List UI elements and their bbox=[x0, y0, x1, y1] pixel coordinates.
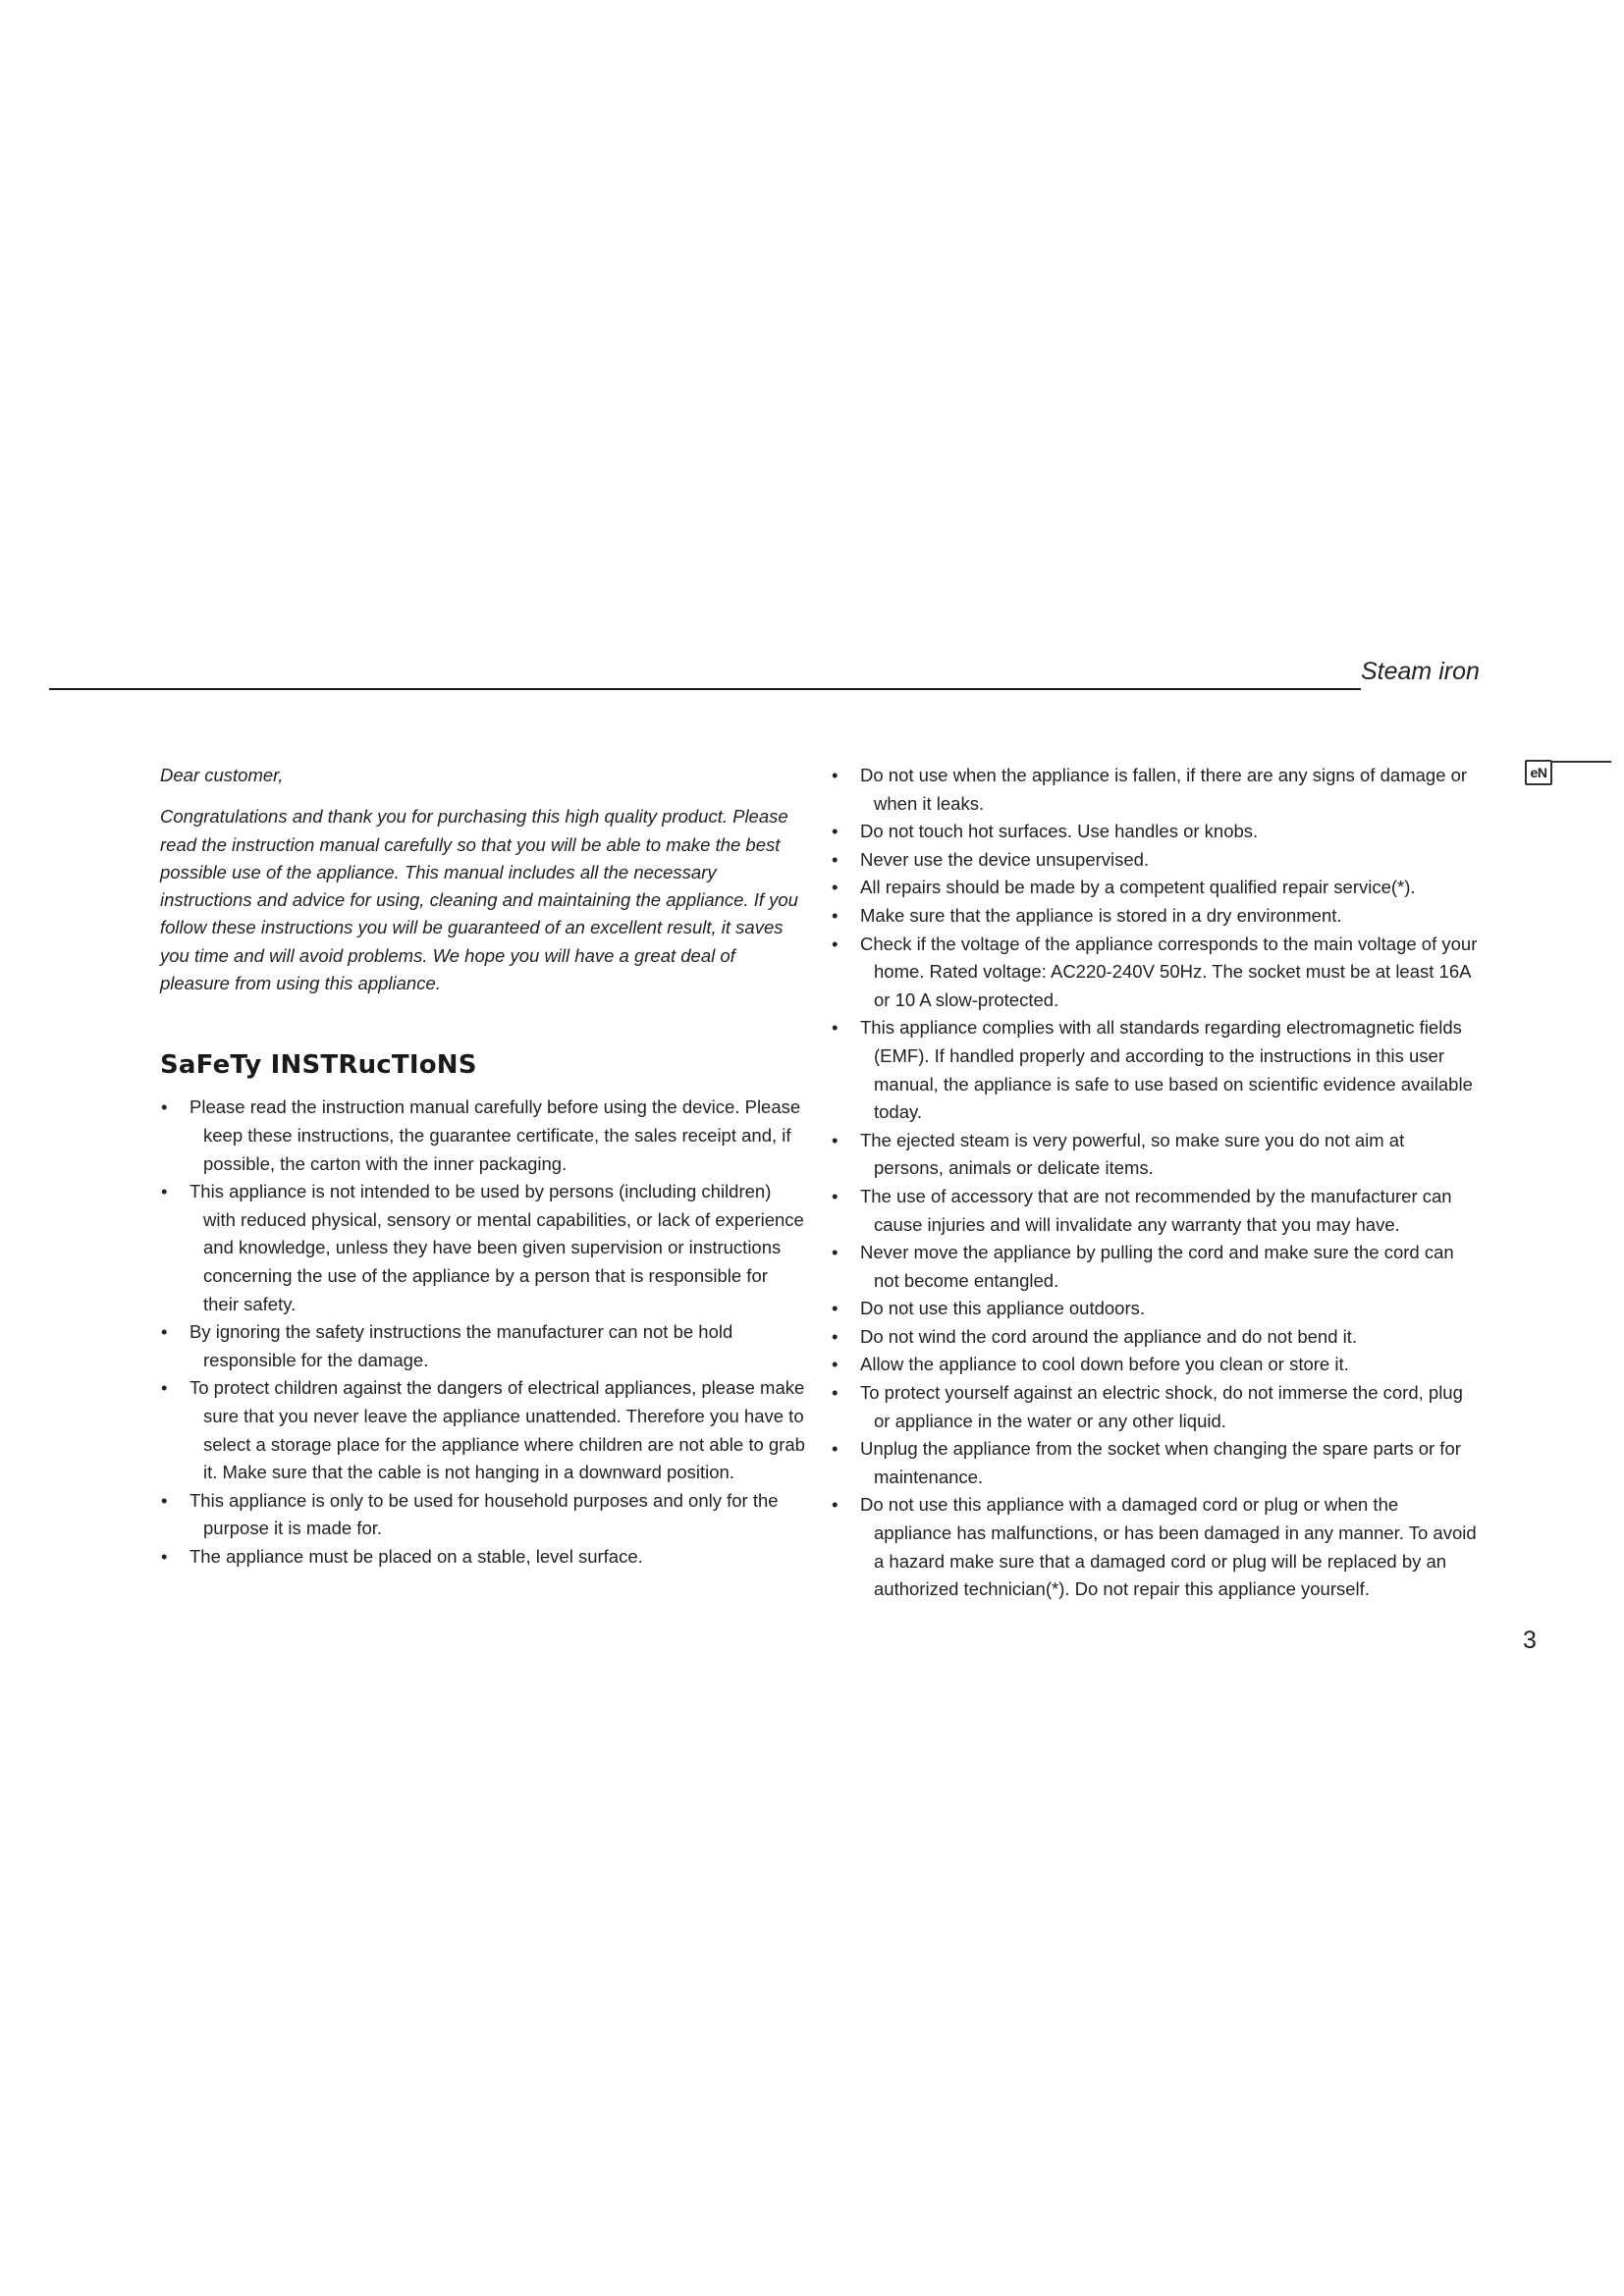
safety-list-left bbox=[160, 1094, 808, 1571]
list-item bbox=[831, 1379, 1479, 1435]
list-item-text: Do not wind the cord around the appliance and do not bend it. bbox=[860, 1325, 1358, 1347]
list-item bbox=[831, 874, 1479, 902]
list-item bbox=[831, 1183, 1479, 1239]
list-item-text: The appliance must be placed on a stable, level surface. bbox=[189, 1545, 643, 1567]
list-item-text: To protect children against the dangers of electrical appliances, please make sure that you never leave the appliance unattended. Therefore you have to select a storage place for the appliance where children are not able to grab it. Make sure that the cable is not hanging in a downward position. bbox=[189, 1377, 805, 1483]
list-item bbox=[831, 902, 1479, 931]
bullet-icon: • bbox=[161, 1181, 168, 1202]
bullet-icon: • bbox=[832, 1382, 839, 1404]
list-item bbox=[831, 1323, 1479, 1352]
list-item bbox=[160, 1318, 808, 1374]
bullet-icon: • bbox=[832, 848, 839, 870]
list-item bbox=[831, 931, 1479, 1015]
list-item bbox=[831, 1295, 1479, 1323]
list-item-text: This appliance complies with all standards regarding electromagnetic fields (EMF). If handled properly and according to the instructions in this user manual, the appliance is safe to use based on scientific evidence available today. bbox=[860, 1017, 1473, 1123]
list-item-text: All repairs should be made by a competent qualified repair service(*). bbox=[860, 877, 1416, 898]
list-item bbox=[831, 1127, 1479, 1183]
bullet-icon: • bbox=[832, 1298, 839, 1319]
list-item bbox=[160, 1543, 808, 1572]
list-item-text: Never use the device unsupervised. bbox=[860, 848, 1150, 870]
bullet-icon: • bbox=[161, 1545, 168, 1567]
list-item-text: This appliance is not intended to be used by persons (including children) with reduced physical, sensory or mental capabilities, or lack of experience and knowledge, unless they have been given supervision or instructions concerning the use of the appliance by a person that is responsible for their safety. bbox=[189, 1181, 804, 1314]
bullet-icon: • bbox=[161, 1377, 168, 1399]
list-item-text: This appliance is only to be used for household purposes and only for the purpose it is made for. bbox=[189, 1489, 779, 1539]
language-tab-label: eN bbox=[1525, 760, 1552, 785]
greeting: Dear customer, bbox=[160, 765, 284, 785]
bullet-icon: • bbox=[832, 1325, 839, 1347]
list-item-text: Allow the appliance to cool down before you clean or store it. bbox=[860, 1354, 1349, 1375]
bullet-icon: • bbox=[832, 821, 839, 842]
bullet-icon: • bbox=[832, 933, 839, 954]
language-tab-line bbox=[1552, 761, 1611, 763]
list-item bbox=[160, 1178, 808, 1318]
bullet-icon: • bbox=[832, 1242, 839, 1263]
list-item bbox=[160, 1374, 808, 1486]
bullet-icon: • bbox=[832, 765, 839, 785]
list-item bbox=[831, 1014, 1479, 1126]
safety-list-right bbox=[831, 762, 1479, 1604]
list-item bbox=[831, 762, 1479, 818]
bullet-icon: • bbox=[832, 1438, 839, 1460]
list-item-text: Do not use this appliance outdoors. bbox=[860, 1298, 1146, 1319]
list-item bbox=[831, 818, 1479, 846]
header-rule bbox=[49, 688, 1361, 690]
list-item bbox=[831, 1239, 1479, 1295]
list-item-text: Please read the instruction manual carefully before using the device. Please keep these instructions, the guarantee certificate, the sales receipt and, if possible, the carton with the inner packaging. bbox=[189, 1096, 801, 1174]
list-item bbox=[831, 846, 1479, 875]
bullet-icon: • bbox=[832, 1354, 839, 1375]
bullet-icon: • bbox=[832, 1129, 839, 1150]
list-item-text: Make sure that the appliance is stored in a dry environment. bbox=[860, 904, 1342, 926]
bullet-icon: • bbox=[161, 1096, 168, 1118]
list-item-text: Do not use when the appliance is fallen, if there are any signs of damage or when it leaks. bbox=[860, 765, 1468, 814]
intro-paragraph: Congratulations and thank you for purchasing this high quality product. Please read the instruction manual carefully so that you will be able to make the best possible use of the appliance. This manual includes all the necessary instructions and advice for using, cleaning and maintaining the appliance. If you follow these instructions you will be guaranteed of an excellent result, it saves you time and will avoid problems. We hope you will have a great deal of pleasure from using this appliance. bbox=[160, 806, 798, 994]
list-item-text: Never move the appliance by pulling the cord and make sure the cord can not become entangled. bbox=[860, 1242, 1454, 1291]
bullet-icon: • bbox=[161, 1489, 168, 1511]
list-item bbox=[831, 1435, 1479, 1491]
list-item-text: Do not touch hot surfaces. Use handles or knobs. bbox=[860, 821, 1259, 842]
language-tab bbox=[1525, 760, 1582, 785]
list-item-text: Unplug the appliance from the socket when changing the spare parts or for maintenance. bbox=[860, 1438, 1461, 1487]
bullet-icon: • bbox=[832, 1494, 839, 1516]
list-item-text: Check if the voltage of the appliance corresponds to the main voltage of your home. Rated voltage: AC220-240V 50Hz. The socket must be at least 16A or 10 A slow-protected. bbox=[860, 933, 1478, 1010]
bullet-icon: • bbox=[832, 1185, 839, 1206]
list-item-text: The use of accessory that are not recommended by the manufacturer can cause injuries and will invalidate any warranty that you may have. bbox=[860, 1185, 1452, 1235]
list-item bbox=[160, 1487, 808, 1543]
list-item-text: Do not use this appliance with a damaged cord or plug or when the appliance has malfunctions, or has been damaged in any manner. To avoid a hazard make sure that a damaged cord or plug will be replaced by an authorized technician(*). Do not repair this appliance yourself. bbox=[860, 1494, 1477, 1600]
bullet-icon: • bbox=[832, 1017, 839, 1039]
bullet-icon: • bbox=[832, 877, 839, 898]
left-column bbox=[160, 762, 808, 1571]
header-title: Steam iron bbox=[1361, 658, 1480, 685]
right-column bbox=[831, 762, 1479, 1604]
bullet-icon: • bbox=[161, 1321, 168, 1343]
section-title: SaFeTy INSTRucTIoNS bbox=[160, 1050, 477, 1081]
list-item bbox=[831, 1351, 1479, 1379]
bullet-icon: • bbox=[832, 904, 839, 926]
list-item-text: To protect yourself against an electric shock, do not immerse the cord, plug or appliance in the water or any other liquid. bbox=[860, 1382, 1463, 1431]
list-item bbox=[160, 1094, 808, 1178]
list-item bbox=[831, 1491, 1479, 1603]
list-item-text: By ignoring the safety instructions the manufacturer can not be hold responsible for the damage. bbox=[189, 1321, 733, 1370]
list-item-text: The ejected steam is very powerful, so make sure you do not aim at persons, animals or delicate items. bbox=[860, 1129, 1405, 1179]
page-number: 3 bbox=[1523, 1627, 1537, 1654]
